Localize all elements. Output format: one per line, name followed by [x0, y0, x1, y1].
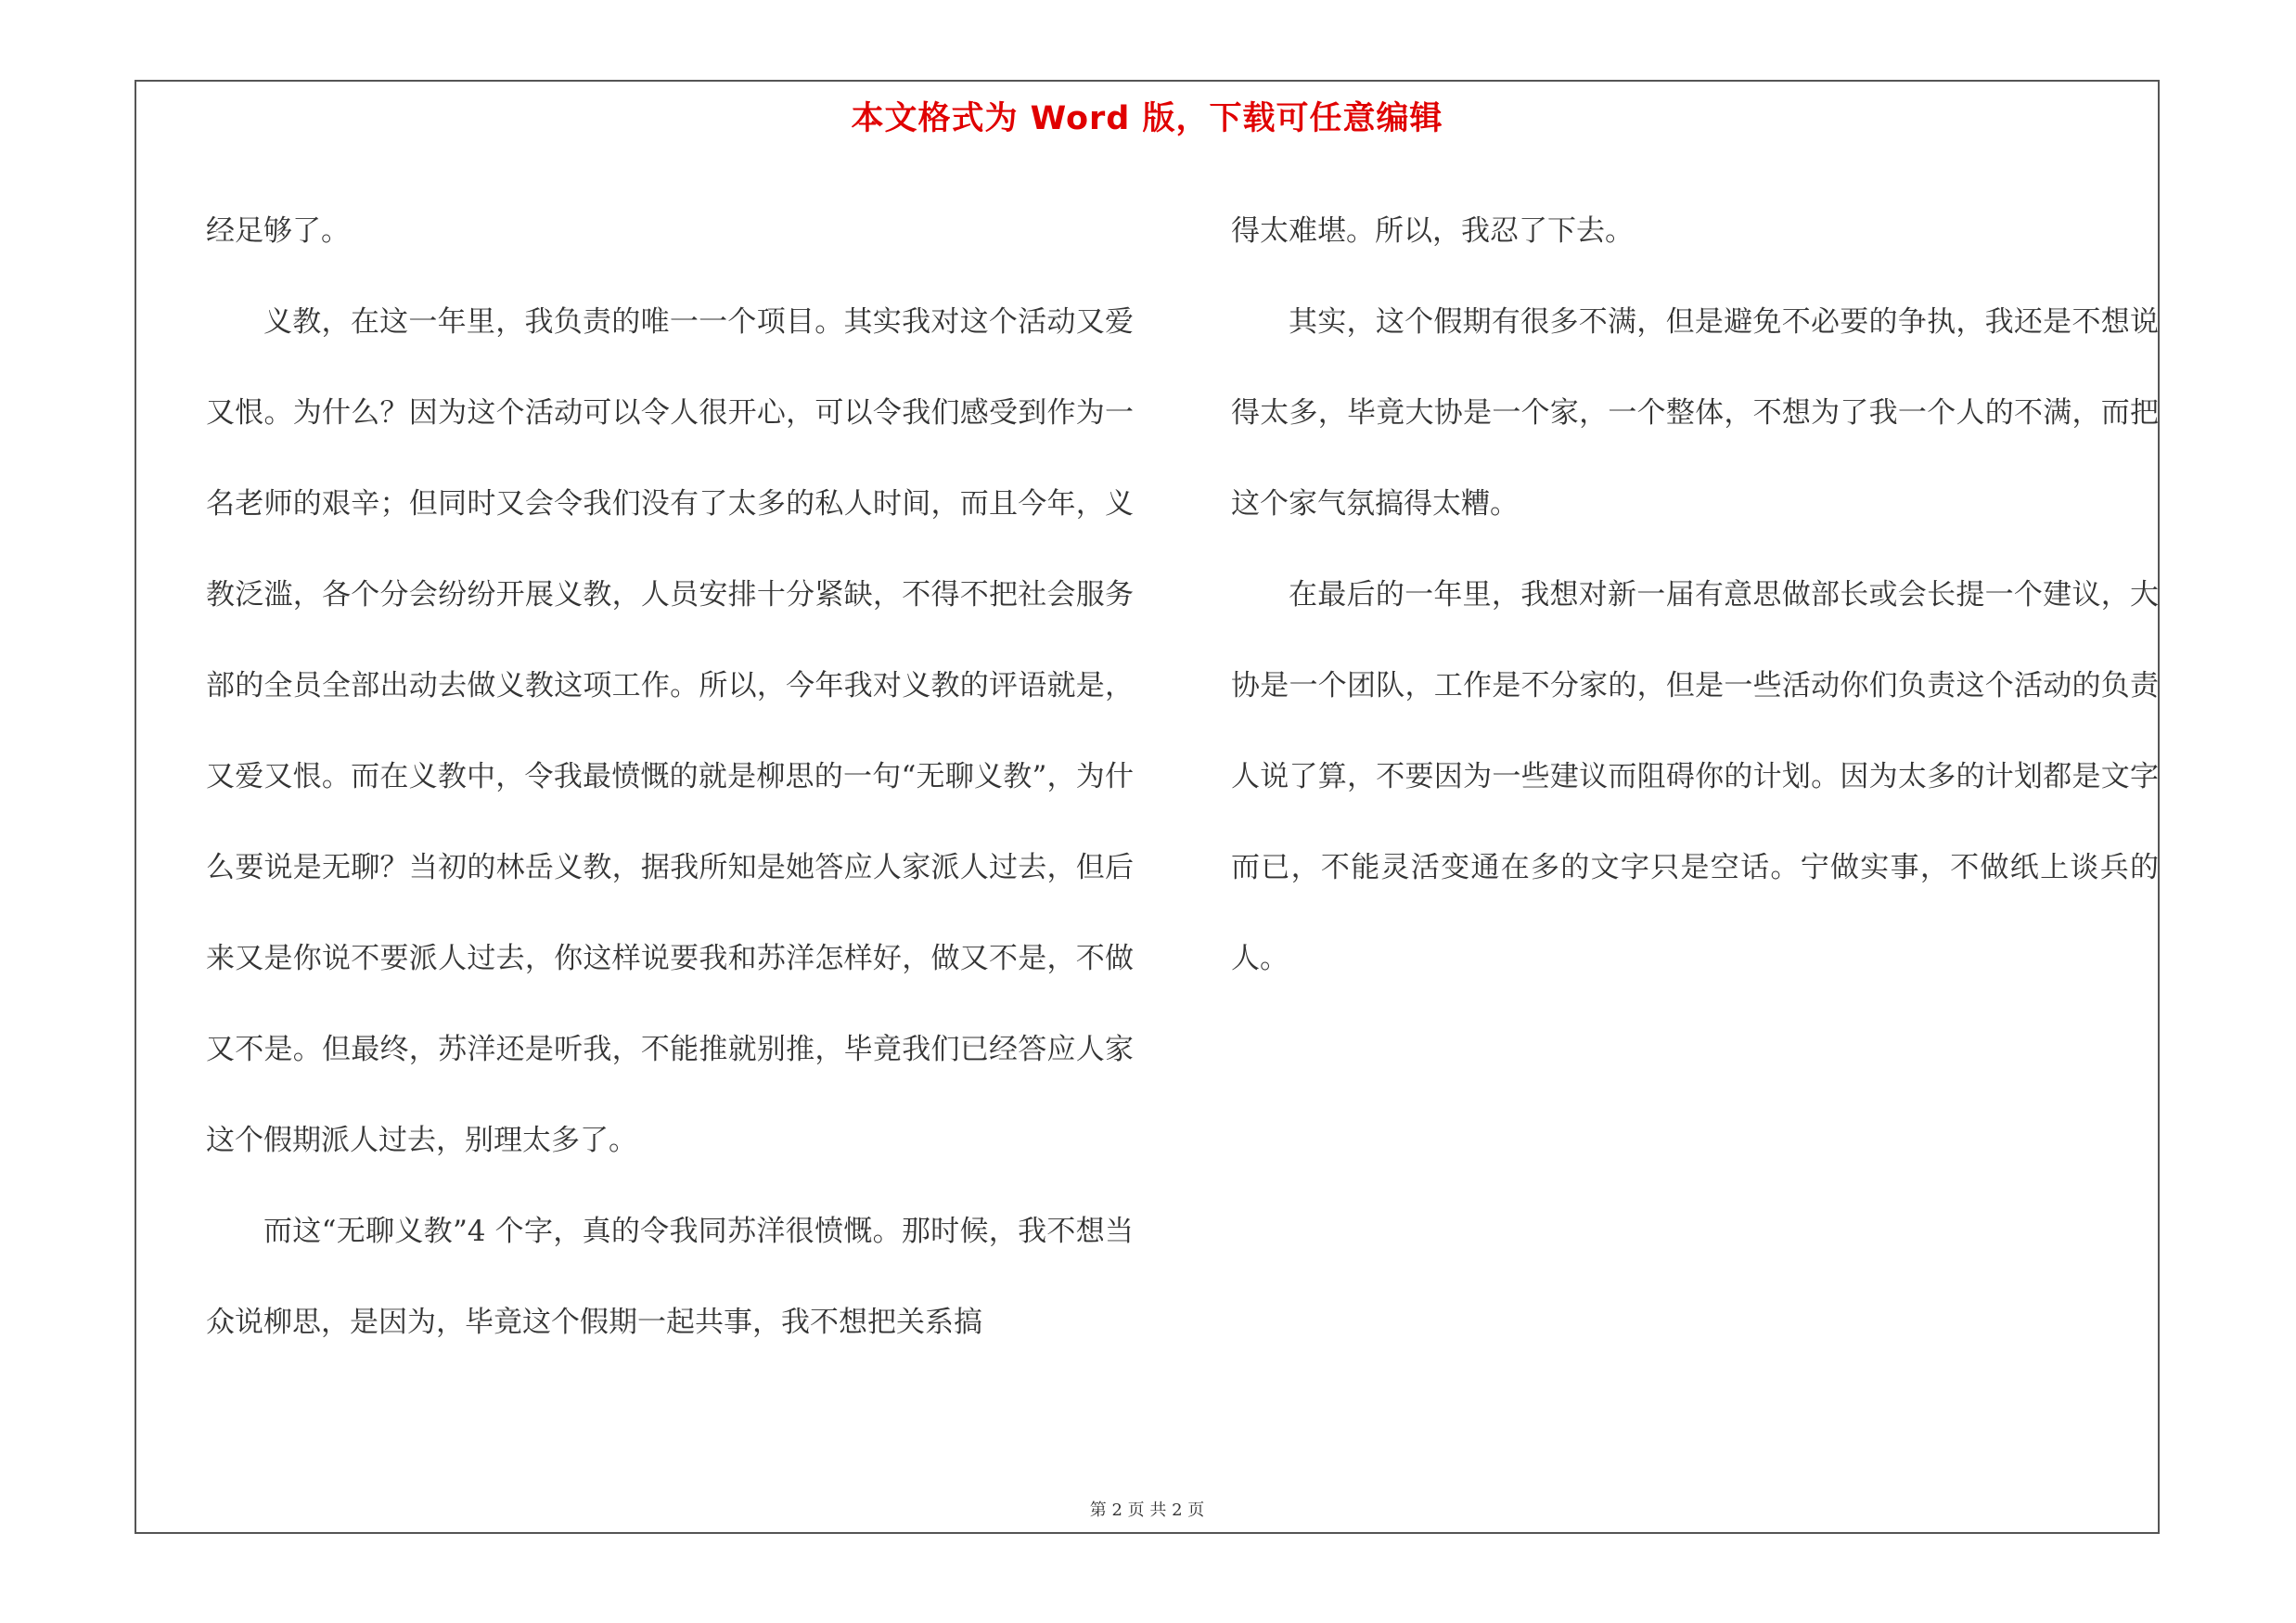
- paragraph: 义教，在这一年里，我负责的唯一一个项目。其实我对这个活动又爱又恨。为什么？因为这个活动可以令人很开心，可以令我们感受到作为一名老师的艰辛；但同时又会令我们没有了太多的私人时间，而且今年，义教泛滥，各个分会纷纷开展义教，人员安排十分紧缺，不得不把社会服务部的全员全部出动去做义教这项工作。所以，今年我对义教的评语就是，又爱又恨。而在义教中，令我最愤慨的就是柳思的一句“无聊义教”，为什么要说是无聊？当初的林岳义教，据我所知是她答应人家派人过去，但后来又是你说不要派人过去，你这样说要我和苏洋怎样好，做又不是，不做又不是。但最终，苏洋还是听我，不能推就别推，毕竟我们已经答应人家这个假期派人过去，别理太多了。: [206, 305, 1134, 1157]
- paragraph: 经足够了。: [206, 214, 350, 248]
- paragraph: 在最后的一年里，我想对新一届有意思做部长或会长提一个建议，大协是一个团队，工作是不分家的，但是一些活动你们负责这个活动的负责人说了算，不要因为一些建议而阻碍你的计划。因为太多的计划都是文字而已，不能灵活变通在多的文字只是空话。宁做实事，不做纸上谈兵的人。: [1231, 578, 2159, 975]
- right-column: [1231, 186, 2159, 1004]
- page-frame: [135, 80, 2160, 1534]
- paragraph: 而这“无聊义教”4 个字，真的令我同苏洋很愤慨。那时候，我不想当众说柳思，是因为，毕竟这个假期一起共事，我不想把关系搞: [206, 1215, 1134, 1339]
- paragraph: 得太难堪。所以，我忍了下去。: [1231, 214, 1634, 248]
- page-number: 第 2 页 共 2 页: [1089, 1501, 1205, 1520]
- format-banner: 本文格式为 Word 版，下载可任意编辑: [851, 100, 1443, 137]
- left-column: [206, 186, 1134, 1368]
- paragraph: 其实，这个假期有很多不满，但是避免不必要的争执，我还是不想说得太多，毕竟大协是一个家，一个整体，不想为了我一个人的不满，而把这个家气氛搞得太糟。: [1231, 305, 2159, 521]
